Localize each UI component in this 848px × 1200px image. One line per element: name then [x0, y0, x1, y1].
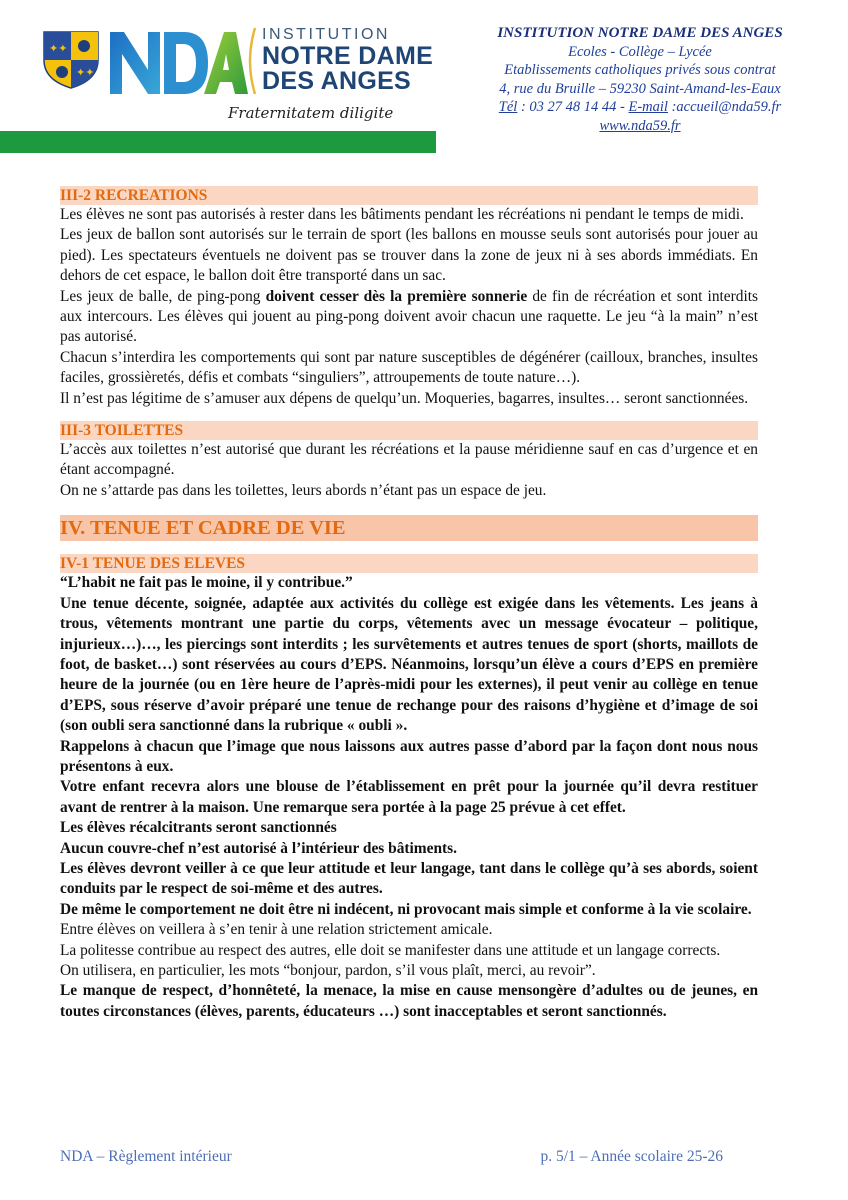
footer-page-number: p. 5/1 – Année scolaire 25-26: [540, 1148, 723, 1165]
paragraph: On ne s’attarde pas dans les toilettes, leurs abords n’étant pas un espace de jeu.: [60, 481, 547, 499]
svg-text:✦✦: ✦✦: [76, 66, 95, 79]
contact-address: 4, rue du Bruille – 59230 Saint-Amand-les-Eaux: [499, 80, 781, 97]
bold-paragraph: Les élèves devront veiller à ce que leur attitude et leur langage, tant dans le collège qu’à ses abords, soient conduits par le respect de soi-même et des autres.: [60, 859, 758, 898]
logo-line-2: DES ANGES: [262, 67, 412, 95]
text-run: Les jeux de balle, de ping-pong: [60, 287, 266, 305]
website-link[interactable]: www.nda59.fr: [599, 117, 681, 134]
bold-paragraph: De même le comportement ne doit être ni indécent, ni provocant mais simple et conforme à la vie scolaire.: [60, 900, 752, 918]
contact-block: [440, 24, 840, 135]
footer-document-title: NDA – Règlement intérieur: [60, 1148, 232, 1165]
email-value[interactable]: :accueil@nda59.fr: [667, 99, 782, 115]
bold-text-run: doivent cesser dès la première sonnerie: [265, 287, 528, 305]
logo-wordmark: [262, 26, 442, 94]
bold-paragraph: Une tenue décente, soignée, adaptée aux activités du collège est exigée dans les vêtements. Les jeans à trous, vêtements montrant une partie du corps, vêtements avec un message évocateur – politique, injurieux…)…, les piercings sont interdits ; les survêtements et autres tenues de sport (shorts, maillots de foot, de basket…) sont réservées au cours d’EPS. Néanmoins, lorsqu’un élève a cours d’EPS en première heure de la journée (ou en 1ère heure de l’après-midi pour les externes), il peut venir au collège en tenue d’EPS, sous réserve d’avoir préparé une tenue de rechange pour des raisons d’hygiène et d’image de soi (son oubli sera sanctionné dans la rubrique « oubli ».: [60, 594, 758, 735]
nda-logo: [108, 28, 248, 96]
logo-divider-icon: [244, 26, 258, 96]
paragraph: L’accès aux toilettes n’est autorisé que durant les récréations et la pause méridienne sauf en cas d’urgence et en étant accompagné.: [60, 441, 758, 479]
quote: “L’habit ne fait pas le moine, il y contribue.”: [60, 574, 353, 592]
bold-paragraph: Aucun couvre-chef n’est autorisé à l’intérieur des bâtiments.: [60, 839, 457, 857]
section-heading-recreations: III-2 RECREATIONS: [60, 186, 758, 205]
paragraph: On utilisera, en particulier, les mots “bonjour, pardon, s’il vous plaît, merci, au revoir”.: [60, 962, 596, 979]
bold-paragraph: Les élèves récalcitrants seront sanctionnés: [60, 819, 337, 837]
logo-institution: INSTITUTION: [262, 26, 390, 43]
paragraph: Chacun s’interdira les comportements qui sont par nature susceptibles de dégénérer (cailloux, branches, insultes faciles, grossièretés, défis et combats “singuliers”, attroupements de toute nature…).: [60, 348, 758, 387]
bold-paragraph: Le manque de respect, d’honnêteté, la menace, la mise en cause mensongère d’adultes ou de jeunes, en toutes circonstances (élèves, parents, éducateurs …) sont inacceptables et seront sanctionnés.: [60, 982, 758, 1020]
tel-value: : 03 27 48 14 44 -: [517, 99, 629, 115]
svg-text:✦✦: ✦✦: [49, 42, 68, 55]
section-heading-tenue-eleves: IV-1 TENUE DES ELEVES: [60, 554, 758, 573]
green-bar: [0, 131, 436, 153]
email-label[interactable]: E-mail: [628, 99, 668, 115]
section-heading-toilettes: III-3 TOILETTES: [60, 421, 758, 440]
logo-line-1: NOTRE DAME: [262, 42, 434, 70]
chapter-heading-tenue-cadre: IV. TENUE ET CADRE DE VIE: [60, 515, 758, 541]
text-run: de fin de récréation et sont interdits aux intercours. Les élèves qui jouent au ping-pong doivent avoir chacun une raquette. Le jeu “à la main” n’est pas autorisé.: [60, 287, 758, 346]
document-body: [60, 186, 758, 1022]
paragraph: La politesse contribue au respect des autres, elle doit se manifester dans une attitude et un langage corrects.: [60, 941, 721, 959]
paragraph: Les élèves ne sont pas autorisés à rester dans les bâtiments pendant les récréations ni pendant le temps de midi.: [60, 206, 744, 223]
paragraph: Les jeux de ballon sont autorisés sur le terrain de sport (les ballons en mousse seuls sont autorisés pour jouer au pied). Les spectateurs éventuels ne doivent pas se trouver dans la zone de jeux ni à ses abords immédiats. En dehors de cet espace, le ballon doit être transporté dans un sac.: [60, 226, 758, 285]
bold-paragraph: Rappelons à chacun que l’image que nous laissons aux autres passe d’abord par la façon dont nous nous présentons à eux.: [60, 737, 758, 775]
crest-icon: [40, 30, 102, 90]
contact-title: INSTITUTION NOTRE DAME DES ANGES: [497, 25, 783, 41]
bold-paragraph: Votre enfant recevra alors une blouse de l’établissement en prêt pour la journée qu’il devra restituer avant de rentrer à la maison. Une remarque sera portée à la page 25 prévue à cet effet.: [60, 778, 758, 816]
contact-phone-email: [440, 98, 840, 117]
tel-label: Tél: [498, 99, 518, 115]
contact-line: Etablissements catholiques privés sous contrat: [504, 62, 776, 78]
motto: Fraternitatem diligite: [228, 104, 394, 122]
paragraph: Entre élèves on veillera à s’en tenir à une relation strictement amicale.: [60, 921, 493, 939]
paragraph: Il n’est pas légitime de s’amuser aux dépens de quelqu’un. Moqueries, bagarres, insultes… seront sanctionnées.: [60, 389, 749, 407]
letterhead: [0, 0, 848, 160]
contact-line: Ecoles - Collège – Lycée: [568, 43, 712, 60]
paragraph: [60, 287, 758, 348]
